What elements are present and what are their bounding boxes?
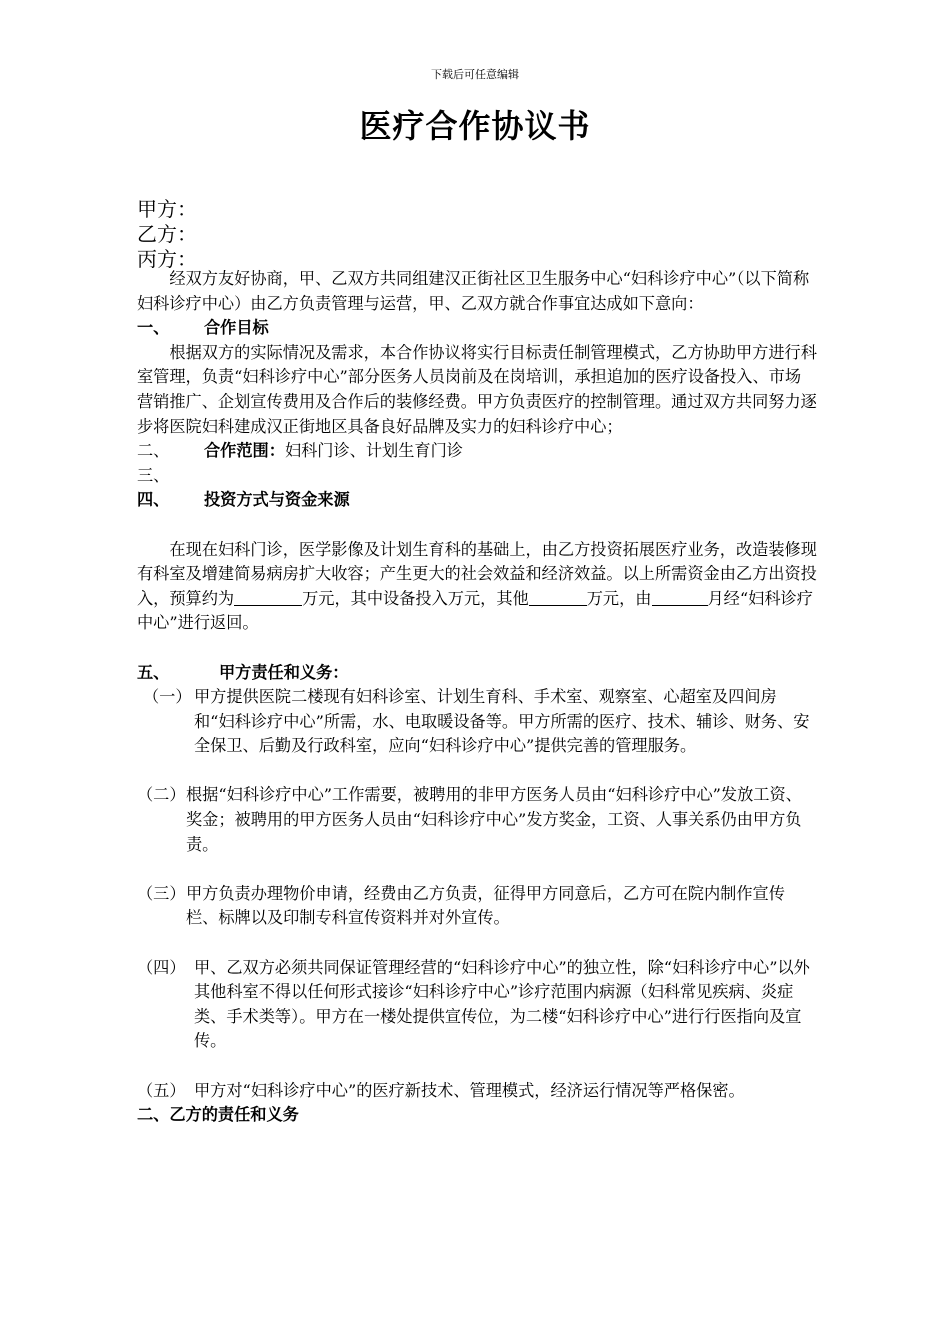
- section-3-heading: [137, 464, 817, 489]
- blank-line: [137, 636, 817, 661]
- list-item: [137, 956, 817, 1054]
- document-body: [137, 267, 817, 1128]
- section-title: 投资方式与资金来源: [204, 490, 350, 510]
- section-4-body: 在现在妇科门诊，医学影像及计划生育科的基础上，由乙方投资拓展医疗业务，改造装修现有科室及增建简易病房扩大收容；产生更大的社会效益和经济效益。以上所需资金由乙方出资投入，预算约为 万元，其中设备投入万元，其他 万元，由 月经“妇科诊疗中心”进行返回。: [137, 539, 817, 633]
- list-item-label: （一）: [143, 687, 192, 707]
- intro-paragraph: 经双方友好协商，甲、乙双方共同组建汉正街社区卫生服务中心“妇科诊疗中心”（以下简称妇科诊疗中心）由乙方负责管理与运营，甲、乙双方就合作事宜达成如下意向：: [137, 269, 810, 313]
- header-note: 下载后可任意编辑: [431, 68, 519, 81]
- list-item-label: （三）: [137, 883, 186, 903]
- blank-month: [652, 589, 708, 606]
- list-item-text: 甲方对“妇科诊疗中心”的医疗新技术、管理模式，经济运行情况等严格保密。: [194, 1080, 745, 1100]
- party-b-label: 乙方：: [137, 222, 197, 246]
- list-item-text: 根据“妇科诊疗中心”工作需要，被聘用的非甲方医务人员由“妇科诊疗中心”发放工资、奖金；被聘用的甲方医务人员由“妇科诊疗中心”发方奖金，工资、人事关系仍由甲方负责。: [186, 785, 802, 854]
- party-c-label: 丙方：: [137, 247, 197, 271]
- section-title: 甲方责任和义务：: [219, 662, 349, 682]
- section-title: 合作范围：: [204, 441, 285, 461]
- section-number: 三、: [137, 465, 170, 485]
- list-item: [137, 1079, 817, 1104]
- list-item-label: （五）: [137, 1080, 186, 1100]
- section-4-heading: [137, 488, 817, 513]
- section-title: 合作目标: [204, 318, 269, 338]
- section-2-scope: 妇科门诊、计划生育门诊: [284, 441, 463, 461]
- section-number: 一、: [137, 318, 170, 338]
- section-number: 四、: [137, 490, 170, 510]
- blank-line: [137, 513, 817, 538]
- section-2-heading: [137, 439, 817, 464]
- document-title: 医疗合作协议书: [359, 107, 591, 145]
- party-b-duties-heading: 二、乙方的责任和义务: [137, 1105, 299, 1125]
- list-item-label: （二）: [137, 785, 186, 805]
- section-5-heading: [137, 661, 817, 686]
- section-1-body: 根据双方的实际情况及需求，本合作协议将实行目标责任制管理模式，乙方协助甲方进行科室管理，负责“妇科诊疗中心”部分医务人员岗前及在岗培训，承担追加的医疗设备投入、市场营销推广、企划宣传费用及合作后的装修经费。甲方负责医疗的控制管理。通过双方共同努力逐步将医院妇科建成汉正街地区具备良好品牌及实力的妇科诊疗中心；: [137, 342, 817, 436]
- blank-budget: [234, 589, 302, 606]
- section-number: 二、: [137, 441, 170, 461]
- list-item: [137, 882, 817, 931]
- party-a-label: 甲方：: [137, 197, 197, 221]
- list-item-text: 甲方负责办理物价申请，经费由乙方负责，征得甲方同意后，乙方可在院内制作宣传栏、标牌以及印制专科宣传资料并对外宣传。: [186, 883, 785, 928]
- list-item-text: 甲、乙双方必须共同保证管理经营的“妇科诊疗中心”的独立性，除“妇科诊疗中心”以外其他科室不得以任何形式接诊“妇科诊疗中心”诊疗范围内病源（妇科常见疾病、炎症类、手术类等）。甲方在一楼处提供宣传位，为二楼“妇科诊疗中心”进行行医指向及宣传。: [194, 957, 810, 1051]
- section-1-heading: [137, 316, 817, 341]
- section-number: 五、: [137, 662, 170, 682]
- list-item-label: （四）: [137, 957, 186, 977]
- blank-other: [529, 589, 587, 606]
- list-item: [137, 783, 817, 857]
- list-item-text: 甲方提供医院二楼现有妇科诊室、计划生育科、手术室、观察室、心超室及四间房和“妇科诊疗中心”所需，水、电取暖设备等。甲方所需的医疗、技术、辅诊、财务、安全保卫、后勤及行政科室，应向“妇科诊疗中心”提供完善的管理服务。: [194, 687, 810, 756]
- list-item: [137, 685, 817, 759]
